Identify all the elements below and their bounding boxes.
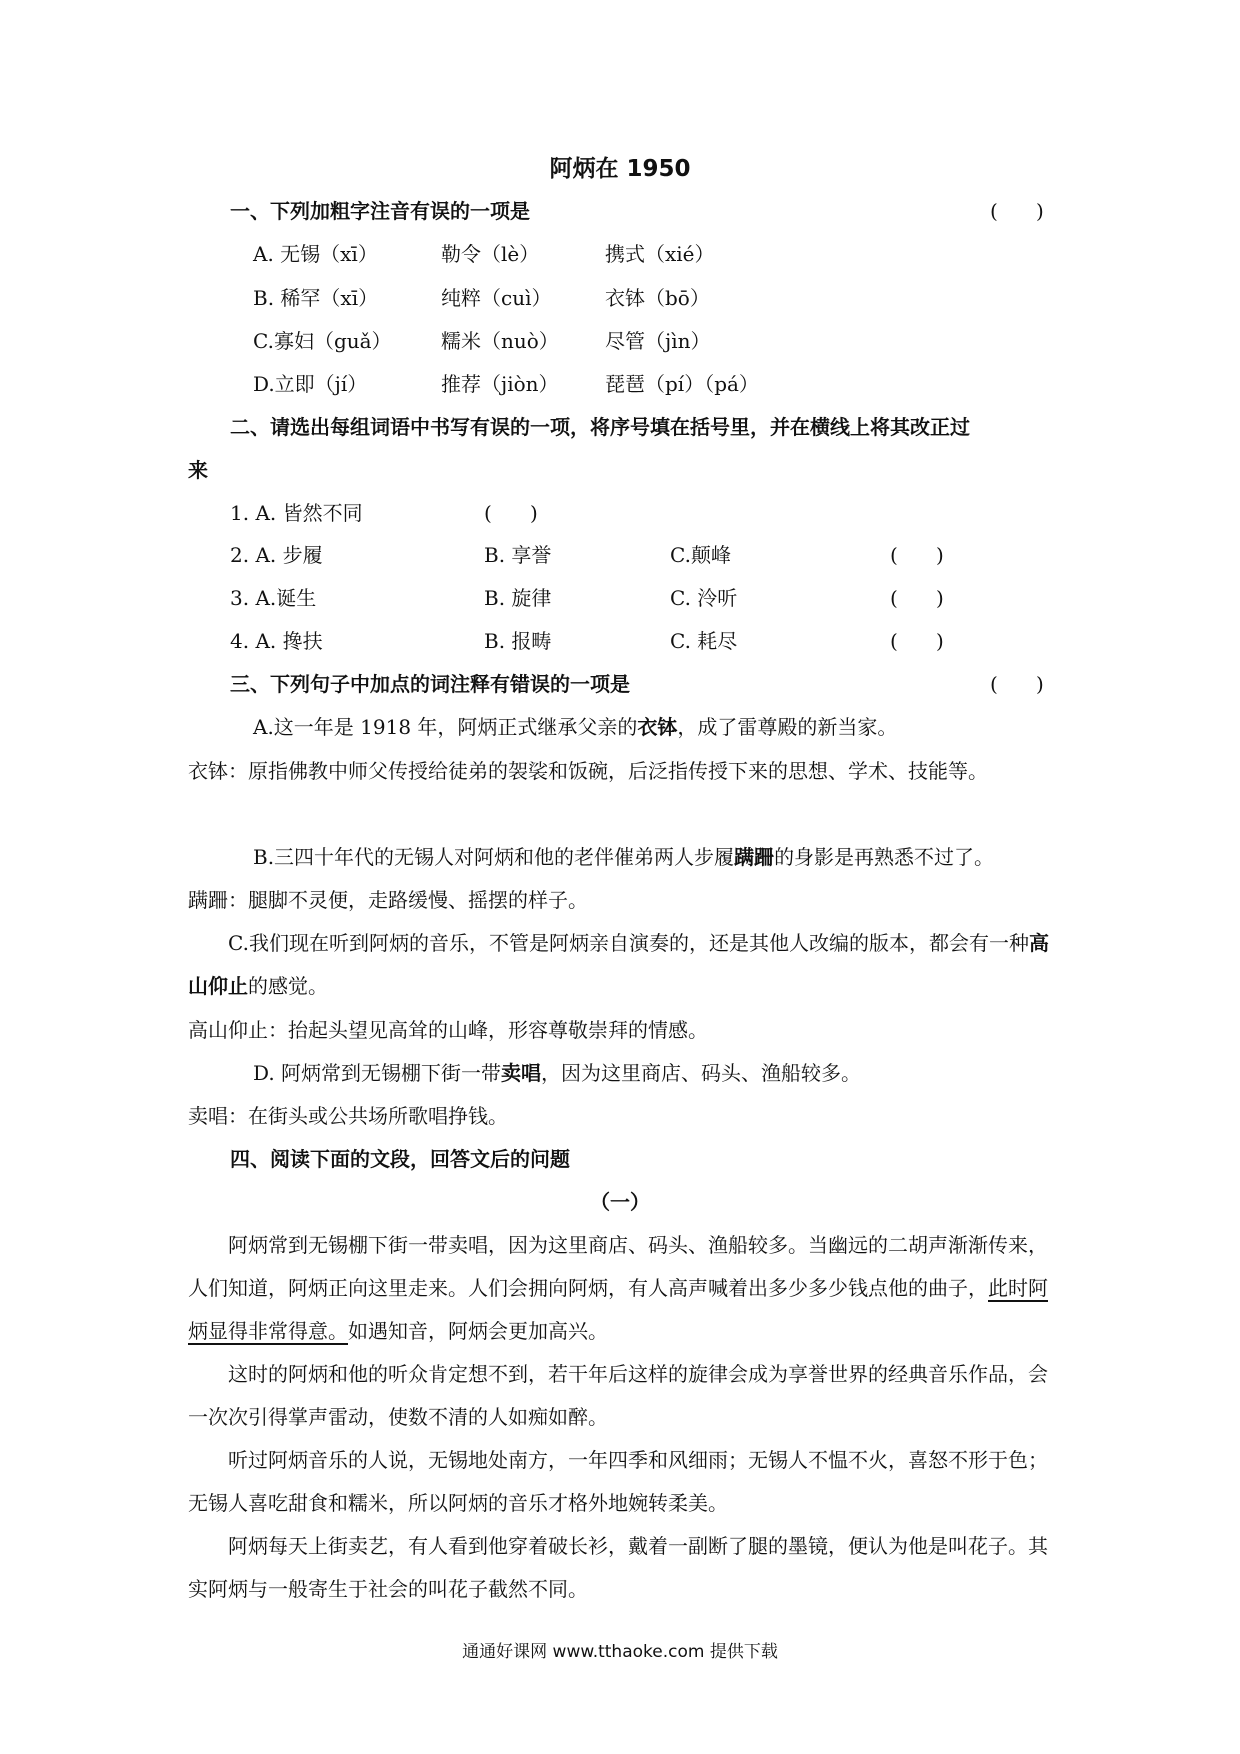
- q2-item-1-paren: ( ): [484, 501, 538, 525]
- q1-row-a-col2: 勒令（lè）: [441, 242, 540, 266]
- q3-option-a-text-end: ，成了雷尊殿的新当家。: [677, 715, 898, 739]
- q3-option-b-text-end: 的身影是再熟悉不过了。: [774, 845, 995, 869]
- q1-row-c-col1: C.寡妇（guǎ）: [253, 329, 392, 353]
- q3-option-d-note: 卖唱：在街头或公共场所歌唱挣钱。: [188, 1104, 508, 1128]
- q4-passage-paragraph-2: 这时的阿炳和他的听众肯定想不到，若干年后这样的旋律会成为享誉世界的经典音乐作品，会一次次引得掌声雷动，使数不清的人如痴如醉。: [188, 1362, 1048, 1429]
- q3-option-c-text: C.我们现在听到阿炳的音乐，不管是阿炳亲自演奏的，还是其他人改编的版本，都会有一种: [228, 931, 1029, 955]
- q3-answer-paren: ( ): [990, 672, 1044, 696]
- q4-passage-paragraph-1: [188, 1224, 1058, 1353]
- q1-row-c-col3: 尽管（jìn）: [605, 329, 711, 353]
- q1-row-c-col2: 糯米（nuò）: [441, 329, 559, 353]
- q1-row-d-col2: 推荐（jiòn）: [441, 372, 559, 396]
- q3-option-b-text: B.三四十年代的无锡人对阿炳和他的老伴催弟两人步履: [253, 845, 735, 869]
- q2-item-4-a: 4. A. 搀扶: [230, 629, 323, 653]
- q3-option-a: [253, 713, 897, 741]
- q2-item-2-b: B. 享誉: [484, 543, 552, 567]
- q1-row-a-col1: A. 无锡（xī）: [253, 242, 378, 266]
- q3-option-b-note: 蹒跚：腿脚不灵便，走路缓慢、摇摆的样子。: [188, 888, 588, 912]
- q1-heading: 一、下列加粗字注音有误的一项是: [230, 199, 530, 223]
- q2-item-3-c: C. 泠听: [670, 586, 738, 610]
- q1-row-b-col2: 纯粹（cuì）: [441, 286, 552, 310]
- q1-row-d-col1: D.立即（jí）: [253, 372, 368, 396]
- q4-p1-text: 阿炳常到无锡棚下街一带卖唱，因为这里商店、码头、渔船较多。当幽远的二胡声渐渐传来，人们知道，阿炳正向这里走来。人们会拥向阿炳，有人高声喊着出多少多少钱点他的曲子，: [188, 1233, 1048, 1300]
- q3-option-d: [253, 1059, 861, 1087]
- q2-item-3-b: B. 旋律: [484, 586, 552, 610]
- q3-option-c-term: 高山仰止: [188, 931, 1049, 998]
- q2-item-3-paren: ( ): [890, 586, 944, 610]
- q3-option-b: [253, 843, 994, 871]
- q3-option-a-term: 衣钵: [637, 715, 678, 739]
- q4-p1-text-end: 如遇知音，阿炳会更加高兴。: [348, 1319, 608, 1343]
- q3-option-b-term: 蹒跚: [734, 845, 775, 869]
- q2-item-2-c: C.颠峰: [670, 543, 731, 567]
- q3-heading: 三、下列句子中加点的词注释有错误的一项是: [230, 672, 630, 696]
- q3-option-c-text-end: 的感觉。: [248, 974, 328, 998]
- q3-option-d-term: 卖唱: [501, 1061, 542, 1085]
- q1-row-b-col3: 衣钵（bō）: [605, 286, 710, 310]
- q2-item-2-paren: ( ): [890, 543, 944, 567]
- q4-heading: 四、阅读下面的文段，回答文后的问题: [230, 1147, 570, 1171]
- q2-heading-line1: 二、请选出每组词语中书写有误的一项，将序号填在括号里，并在横线上将其改正过: [230, 415, 970, 439]
- q3-option-d-text: D. 阿炳常到无锡棚下街一带: [253, 1061, 502, 1085]
- q4-p1-underlined-sentence: 此时阿炳显得非常得意。: [188, 1276, 1048, 1343]
- q3-option-d-text-end: ，因为这里商店、码头、渔船较多。: [541, 1061, 862, 1085]
- q4-section-label: （一）: [590, 1190, 650, 1214]
- q2-item-4-b: B. 报畴: [484, 629, 552, 653]
- page-title: 阿炳在 1950: [549, 156, 691, 182]
- q1-row-a-col3: 携式（xié）: [605, 242, 715, 266]
- q2-item-1-a: 1. A. 皆然不同: [230, 501, 363, 525]
- q3-option-c-note: 高山仰止：抬起头望见高耸的山峰，形容尊敬崇拜的情感。: [188, 1018, 708, 1042]
- q3-option-a-text: A.这一年是 1918 年，阿炳正式继承父亲的: [253, 715, 638, 739]
- q2-item-3-a: 3. A.诞生: [230, 586, 317, 610]
- q3-option-c: [188, 922, 1058, 1008]
- q4-passage-paragraph-3: 听过阿炳音乐的人说，无锡地处南方，一年四季和风细雨；无锡人不愠不火，喜怒不形于色；无锡人喜吃甜食和糯米，所以阿炳的音乐才格外地婉转柔美。: [188, 1448, 1048, 1515]
- q2-heading-line2: 来: [188, 458, 208, 482]
- q1-answer-paren: ( ): [990, 199, 1044, 223]
- q4-passage-paragraph-4: 阿炳每天上街卖艺，有人看到他穿着破长衫，戴着一副断了腿的墨镜，便认为他是叫花子。其实阿炳与一般寄生于社会的叫花子截然不同。: [188, 1534, 1048, 1601]
- page-footer: 通通好课网 www.tthaoke.com 提供下载: [462, 1642, 778, 1662]
- q1-row-b-col1: B. 稀罕（xī）: [253, 286, 379, 310]
- q2-item-4-c: C. 耗尽: [670, 629, 738, 653]
- q2-item-2-a: 2. A. 步履: [230, 543, 323, 567]
- q1-row-d-col3: 琵琶（pí）（pá）: [605, 372, 759, 396]
- q3-option-a-note: 衣钵：原指佛教中师父传授给徒弟的袈裟和饭碗，后泛指传授下来的思想、学术、技能等。: [188, 759, 988, 783]
- q2-item-4-paren: ( ): [890, 629, 944, 653]
